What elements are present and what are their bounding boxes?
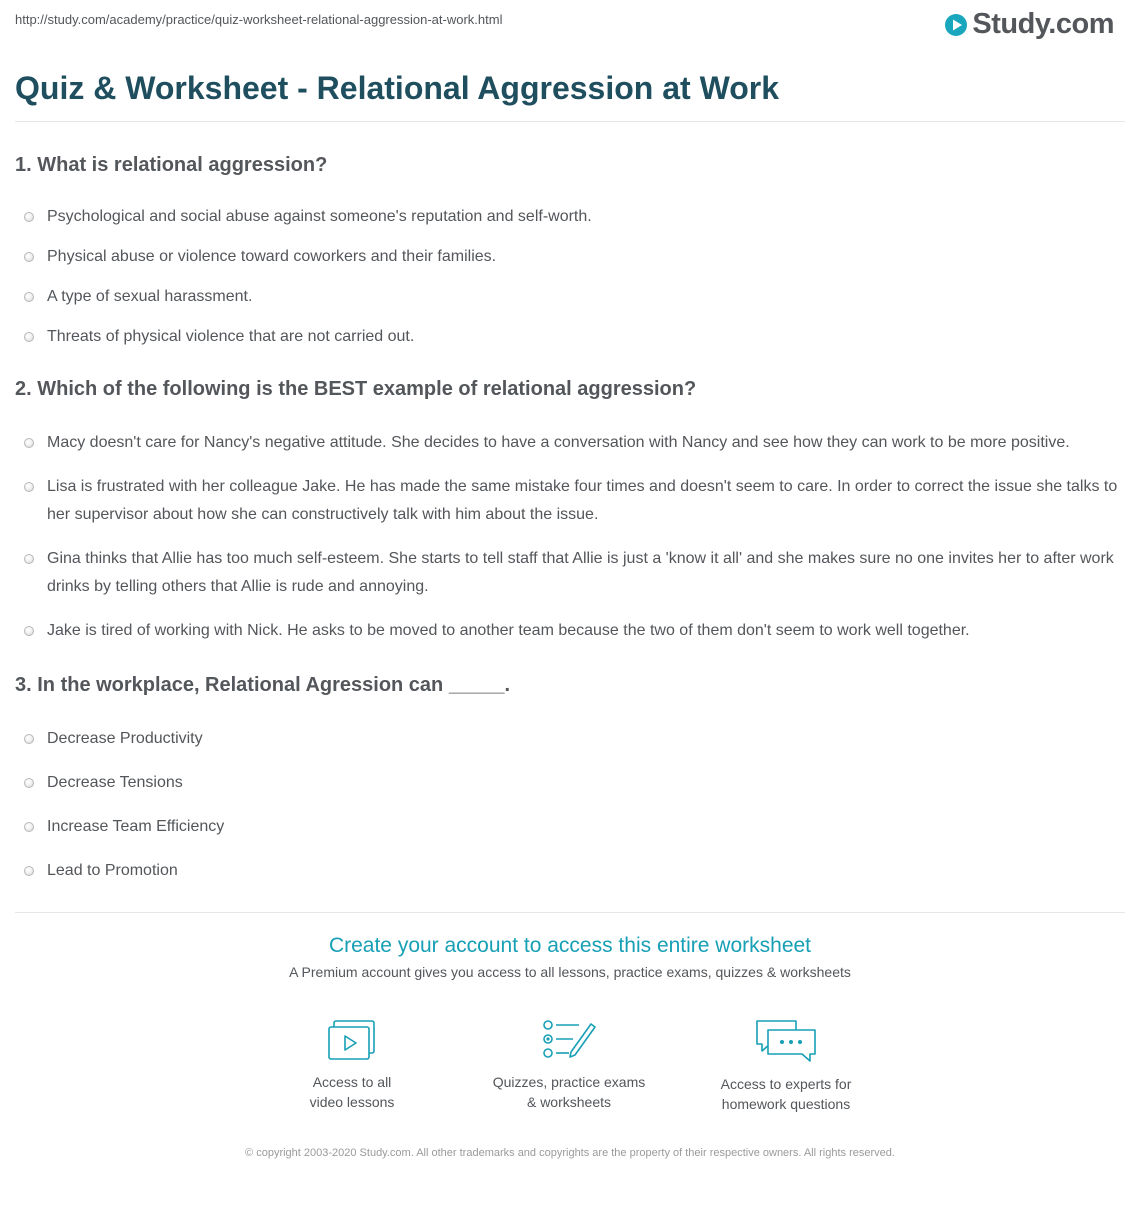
radio-icon[interactable] — [24, 482, 34, 492]
feature-line-1: Access to all — [312, 1074, 392, 1090]
answer-option[interactable] — [15, 769, 1125, 797]
answer-text: Gina thinks that Allie has too much self-esteem. She starts to tell staff that Allie is just a 'know it all' and she makes sure no one invites her to after work drinks by telling others that Allie is rude and annoying. — [47, 550, 1114, 595]
answer-text: Macy doesn't care for Nancy's negative attitude. She decides to have a conversation with Nancy and see how they can work to be more positive. — [47, 434, 1070, 451]
answer-option[interactable] — [15, 813, 1125, 841]
copyright-footer: © copyright 2003-2020 Study.com. All other trademarks and copyrights are the property of their respective owners. All rights reserved. — [245, 1147, 895, 1159]
question-2 — [15, 378, 1125, 645]
answer-text: Threats of physical violence that are not carried out. — [47, 328, 415, 345]
answer-text: A type of sexual harassment. — [47, 288, 253, 305]
question-3 — [15, 674, 1125, 885]
answer-option[interactable] — [15, 473, 1125, 529]
answer-text: Psychological and social abuse against someone's reputation and self-worth. — [47, 208, 592, 225]
answer-option[interactable] — [15, 617, 1125, 645]
video-lesson-icon — [326, 1018, 378, 1062]
radio-icon[interactable] — [24, 626, 34, 636]
feature-experts — [696, 1018, 876, 1114]
answer-text: Increase Team Efficiency — [47, 818, 225, 835]
radio-icon[interactable] — [24, 438, 34, 448]
answer-list — [15, 725, 1125, 885]
page-title: Quiz & Worksheet - Relational Aggression at Work — [15, 70, 779, 106]
answer-option[interactable] — [15, 283, 1125, 311]
answer-option[interactable] — [15, 243, 1125, 271]
answer-option[interactable] — [15, 323, 1125, 351]
question-title: 2. Which of the following is the BEST example of relational aggression? — [15, 378, 697, 400]
premium-cta — [0, 934, 1140, 980]
answer-option[interactable] — [15, 429, 1125, 457]
radio-icon[interactable] — [24, 866, 34, 876]
study-com-logo[interactable] — [944, 8, 1114, 41]
answer-text: Lead to Promotion — [47, 862, 178, 879]
answer-option[interactable] — [15, 203, 1125, 231]
feature-video-lessons — [262, 1018, 442, 1112]
feature-line-2: & worksheets — [526, 1094, 612, 1110]
feature-line-2: homework questions — [721, 1096, 851, 1112]
radio-icon[interactable] — [24, 212, 34, 222]
page-url: http://study.com/academy/practice/quiz-worksheet-relational-aggression-at-work.html — [15, 12, 503, 27]
answer-option[interactable] — [15, 725, 1125, 753]
radio-icon[interactable] — [24, 778, 34, 788]
quiz-checklist-icon — [541, 1018, 597, 1062]
cta-title[interactable]: Create your account to access this entire worksheet — [328, 934, 812, 957]
radio-icon[interactable] — [24, 822, 34, 832]
expert-chat-icon — [754, 1018, 818, 1064]
title-divider — [15, 121, 1125, 122]
cta-divider — [15, 912, 1125, 913]
question-title: 1. What is relational aggression? — [15, 154, 328, 176]
question-1 — [15, 154, 1125, 351]
answer-option[interactable] — [15, 545, 1125, 601]
answer-text: Decrease Productivity — [47, 730, 203, 747]
answer-list — [15, 429, 1125, 645]
feature-line-1: Quizzes, practice exams — [492, 1074, 646, 1090]
radio-icon[interactable] — [24, 292, 34, 302]
feature-line-1: Access to experts for — [720, 1076, 852, 1092]
radio-icon[interactable] — [24, 332, 34, 342]
answer-list — [15, 203, 1125, 351]
logo-text: Study.com — [972, 8, 1114, 40]
play-logo-icon — [944, 13, 968, 37]
radio-icon[interactable] — [24, 554, 34, 564]
radio-icon[interactable] — [24, 734, 34, 744]
cta-subtitle: A Premium account gives you access to all lessons, practice exams, quizzes & worksheets — [289, 964, 851, 980]
radio-icon[interactable] — [24, 252, 34, 262]
feature-line-2: video lessons — [309, 1094, 395, 1110]
answer-text: Lisa is frustrated with her colleague Jake. He has made the same mistake four times and doesn't seem to care. In order to correct the issue she talks to her supervisor about how she can constructively talk with him about the issue. — [47, 478, 1118, 523]
answer-option[interactable] — [15, 857, 1125, 885]
feature-quizzes — [479, 1018, 659, 1112]
answer-text: Physical abuse or violence toward coworkers and their families. — [47, 248, 497, 265]
question-title: 3. In the workplace, Relational Agression can _____. — [15, 674, 510, 696]
answer-text: Jake is tired of working with Nick. He asks to be moved to another team because the two of them don't seem to work well together. — [47, 622, 970, 639]
answer-text: Decrease Tensions — [47, 774, 183, 791]
